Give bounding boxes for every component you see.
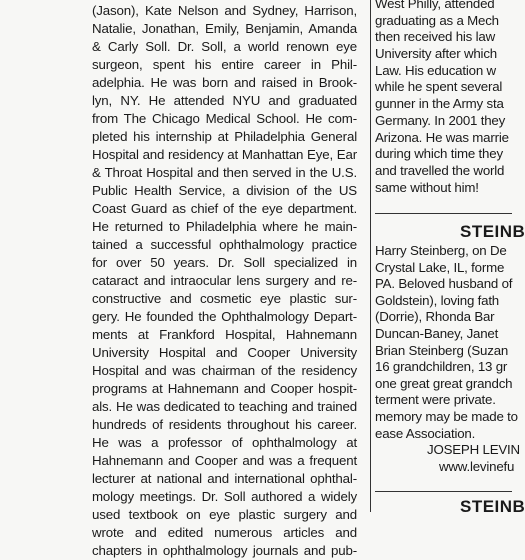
text-line: He was a professor of ophthalmology at xyxy=(92,435,357,450)
text-line: University Hospital and Cooper University xyxy=(92,345,357,360)
text-line: cataract and intraocular lens surgery and re- xyxy=(92,273,357,288)
text-line: Brian Steinberg (Suzan xyxy=(375,342,509,358)
text-line: adelphia. He was born and raised in Brook- xyxy=(92,75,357,90)
funeral-home-name: JOSEPH LEVIN xyxy=(427,442,520,458)
text-line: Crystal Lake, IL, forme xyxy=(375,259,505,275)
text-line: als. He was dedicated to teaching and trained xyxy=(92,399,357,414)
text-line: during which time they xyxy=(375,146,503,162)
text-line: Public Health Service, a division of the US xyxy=(92,183,357,198)
section-divider xyxy=(375,213,512,214)
text-line: gunner in the Army sta xyxy=(375,96,504,112)
text-line: & Throat Hospital and then served in the U.S. xyxy=(92,165,357,180)
next-notice-heading: STEINB xyxy=(460,497,525,516)
section-divider xyxy=(375,491,512,492)
text-line: used textbook on eye plastic surgery and xyxy=(92,507,357,522)
text-line: surgeon, spent his entire career in Phil- xyxy=(92,57,357,72)
text-line: Coast Guard as chief of the eye department. xyxy=(92,201,357,216)
text-line: pleted his internship at Philadelphia General xyxy=(92,129,357,144)
text-line: wrote and edited numerous articles and xyxy=(92,525,357,540)
text-line: (Dorrie), Rhonda Bar xyxy=(375,309,495,325)
text-line: lecturer at national and international ophthal- xyxy=(92,471,357,486)
text-line: University after which xyxy=(375,46,497,62)
text-line: ease Association. xyxy=(375,425,476,441)
notice-heading: STEINB xyxy=(460,222,525,241)
text-line: 16 grandchildren, 13 gr xyxy=(375,359,508,375)
text-line: for over 50 years. Dr. Soll specialized in xyxy=(92,255,357,270)
text-line: PA. Beloved husband of xyxy=(375,276,513,292)
text-line: Hospital and residency at Manhattan Eye, Ear xyxy=(92,147,357,162)
left-column-obituary xyxy=(92,0,357,558)
text-line: Harry Steinberg, on De xyxy=(375,243,507,258)
text-line: one great great grandch xyxy=(375,375,513,391)
text-line: constructive and cosmetic eye plastic sur- xyxy=(92,291,357,306)
text-line: and travelled the world xyxy=(375,162,505,178)
text-line: Germany. In 2001 they xyxy=(375,112,506,128)
text-line: graduating as a Mech xyxy=(375,12,499,28)
text-line: while he spent several xyxy=(375,79,503,95)
steinberg-notice-body xyxy=(375,243,520,475)
text-line: tained a successful ophthalmology practice xyxy=(92,237,357,252)
text-line: Hospital and was chairman of the residency xyxy=(92,363,357,378)
text-line: (Jason), Kate Nelson and Sydney, Harrison, xyxy=(92,3,357,18)
text-line: Duncan-Baney, Janet xyxy=(375,325,499,341)
text-line: Natalie, Jonathan, Emily, Benjamin, Amanda xyxy=(92,21,357,36)
text-line: Law. His education w xyxy=(375,62,496,78)
text-line: then received his law xyxy=(375,29,495,45)
text-line: ments at Frankford Hospital, Hahnemann xyxy=(92,327,357,342)
text-line: Arizona. He was marrie xyxy=(375,129,509,145)
text-line: mology meetings. Dr. Soll authored a widely xyxy=(92,489,357,504)
text-line: chapters in ophthalmology journals and pub- xyxy=(92,543,357,558)
text-line: Hahnemann and Cooper and was a frequent xyxy=(92,453,357,468)
text-line: programs at Hahnemann and Cooper hospit- xyxy=(92,381,357,396)
text-line: He returned to Philadelphia where he main- xyxy=(92,219,357,234)
text-line: from The Chicago Medical School. He com- xyxy=(92,111,357,126)
funeral-home-website[interactable]: www.levinefu xyxy=(439,458,515,474)
text-line: lyn, NY. He attended NYU and graduated xyxy=(92,93,357,108)
text-line: hundreds of residents throughout his career. xyxy=(92,417,357,432)
column-divider xyxy=(370,0,371,512)
text-line: terment were private. xyxy=(375,392,496,408)
text-line: same without him! xyxy=(375,179,479,195)
text-line: memory may be made to xyxy=(375,408,518,424)
text-line: West Philly, attended xyxy=(375,0,495,11)
text-line: & Carly Soll. Dr. Soll, a world renown eye xyxy=(92,39,357,54)
text-line: gery. He founded the Ophthalmology Depart- xyxy=(92,309,357,324)
text-line: Goldstein), loving fath xyxy=(375,292,500,308)
